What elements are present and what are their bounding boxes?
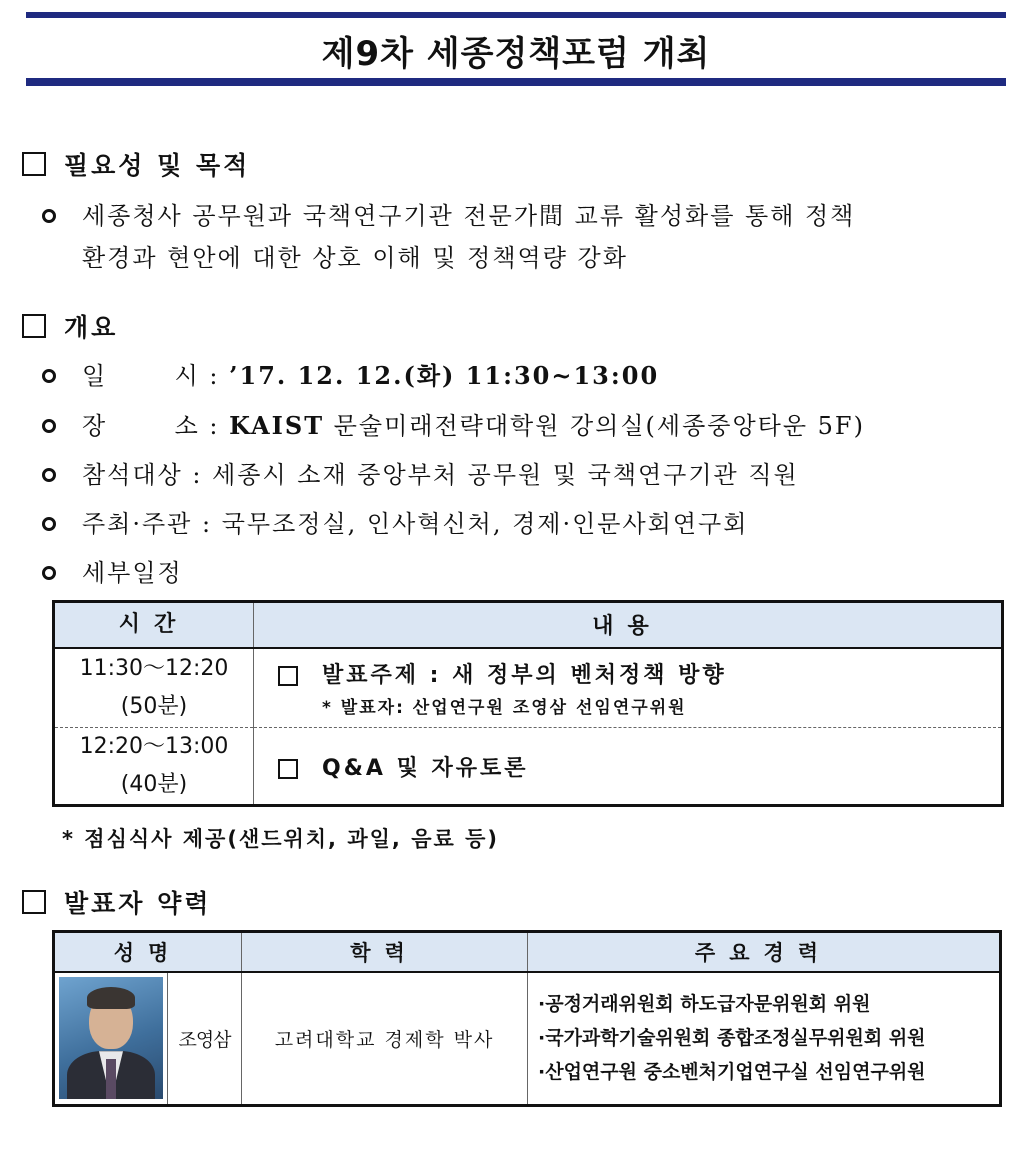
- schedule-presenter: * 발표자: 산업연구원 조영삼 선임연구위원: [322, 697, 687, 718]
- presenter-education: 고려대학교 경제학 박사: [242, 972, 528, 1106]
- overview-item-attendees: [42, 455, 799, 490]
- purpose-bullet: [42, 196, 1012, 231]
- purpose-line-2: 환경과 현안에 대한 상호 이해 및 정책역량 강화: [82, 244, 628, 272]
- section-presenter-label: 발표자 약력: [64, 889, 212, 918]
- career-item: ·공정거래위원회 하도급자문위원회 위원: [538, 993, 871, 1016]
- presenter-table: [52, 930, 1002, 1107]
- date-label: 일 시 :: [82, 362, 220, 390]
- section-purpose-heading: [22, 146, 250, 182]
- career-item: ·국가과학기술위원회 종합조정실무위원회 위원: [538, 1027, 926, 1050]
- presenter-photo: [59, 977, 163, 1099]
- section-overview-heading: [22, 308, 118, 344]
- schedule-topic-text: Q&A 및 자유토론: [322, 755, 529, 781]
- schedule-time: 11:30～12:20: [79, 655, 229, 681]
- bullet-circle-icon: [42, 209, 56, 223]
- schedule-label: 세부일정: [82, 559, 183, 587]
- presenter-header-row: [54, 932, 1001, 972]
- purpose-line-1: 세종청사 공무원과 국책연구기관 전문가間 교류 활성화를 통해 정책: [82, 202, 856, 230]
- schedule-time: 12:20～13:00: [79, 734, 229, 759]
- attendees-label: 참석대상 :: [82, 461, 203, 489]
- presenter-header-name: 성명: [54, 932, 242, 972]
- schedule-header-row: [54, 602, 1003, 648]
- bullet-circle-icon: [42, 566, 56, 580]
- checkbox-square-icon: [22, 152, 46, 176]
- schedule-topic: [254, 751, 1001, 782]
- presenter-name: 조영삼: [168, 972, 242, 1106]
- presenter-header-career: 주요경력: [528, 932, 1001, 972]
- checkbox-square-icon: [278, 666, 298, 686]
- schedule-content-cell: [254, 728, 1003, 806]
- schedule-topic-text: 발표주제 : 새 정부의 벤처정책 방향: [322, 662, 727, 688]
- schedule-duration: (50분): [120, 693, 188, 719]
- bullet-circle-icon: [42, 468, 56, 482]
- bullet-circle-icon: [42, 517, 56, 531]
- schedule-table: [52, 600, 1004, 807]
- table-row: [54, 728, 1003, 806]
- overview-item-schedule: [42, 553, 183, 588]
- schedule-content-cell: [254, 648, 1003, 728]
- bullet-circle-icon: [42, 369, 56, 383]
- page-title: 제9차 세종정책포럼 개최: [321, 34, 711, 74]
- date-value: ’17. 12. 12.(화) 11:30~13:00: [229, 361, 660, 390]
- schedule-time-cell: [54, 648, 254, 728]
- host-value: 국무조정실, 인사혁신처, 경제·인문사회연구회: [221, 510, 749, 538]
- overview-item-date: [42, 356, 659, 391]
- place-value-bold: KAIST: [229, 411, 325, 440]
- schedule-time-cell: [54, 728, 254, 806]
- schedule-header-time: 시간: [54, 602, 254, 648]
- checkbox-square-icon: [22, 314, 46, 338]
- photo-cell: [54, 972, 168, 1106]
- schedule-topic: [254, 658, 1001, 689]
- section-purpose-label: 필요성 및 목적: [64, 151, 251, 180]
- attendees-value: 세종시 소재 중앙부처 공무원 및 국책연구기관 직원: [212, 461, 799, 489]
- overview-item-host: [42, 504, 748, 539]
- table-row: [54, 648, 1003, 728]
- title-rule-bottom: [26, 78, 1006, 86]
- title-rule-top: [26, 12, 1006, 18]
- overview-item-place: [42, 406, 865, 441]
- lunch-note: * 점심식사 제공(샌드위치, 과일, 음료 등): [62, 827, 499, 851]
- checkbox-square-icon: [278, 759, 298, 779]
- checkbox-square-icon: [22, 890, 46, 914]
- table-row: [54, 972, 1001, 1106]
- career-item: ·산업연구원 중소벤처기업연구실 선임연구위원: [538, 1061, 926, 1084]
- host-label: 주최·주관 :: [82, 510, 213, 538]
- place-value: 문술미래전략대학원 강의실(세종중앙타운 5F): [333, 412, 865, 440]
- bullet-circle-icon: [42, 419, 56, 433]
- place-label: 장 소 :: [82, 412, 220, 440]
- title-block: [26, 12, 1006, 88]
- section-overview-label: 개요: [64, 313, 119, 342]
- section-presenter-heading: [22, 884, 211, 920]
- presenter-header-education: 학력: [242, 932, 528, 972]
- schedule-header-content: 내용: [254, 602, 1003, 648]
- presenter-career-cell: [528, 972, 1001, 1106]
- schedule-duration: (40분): [120, 772, 188, 797]
